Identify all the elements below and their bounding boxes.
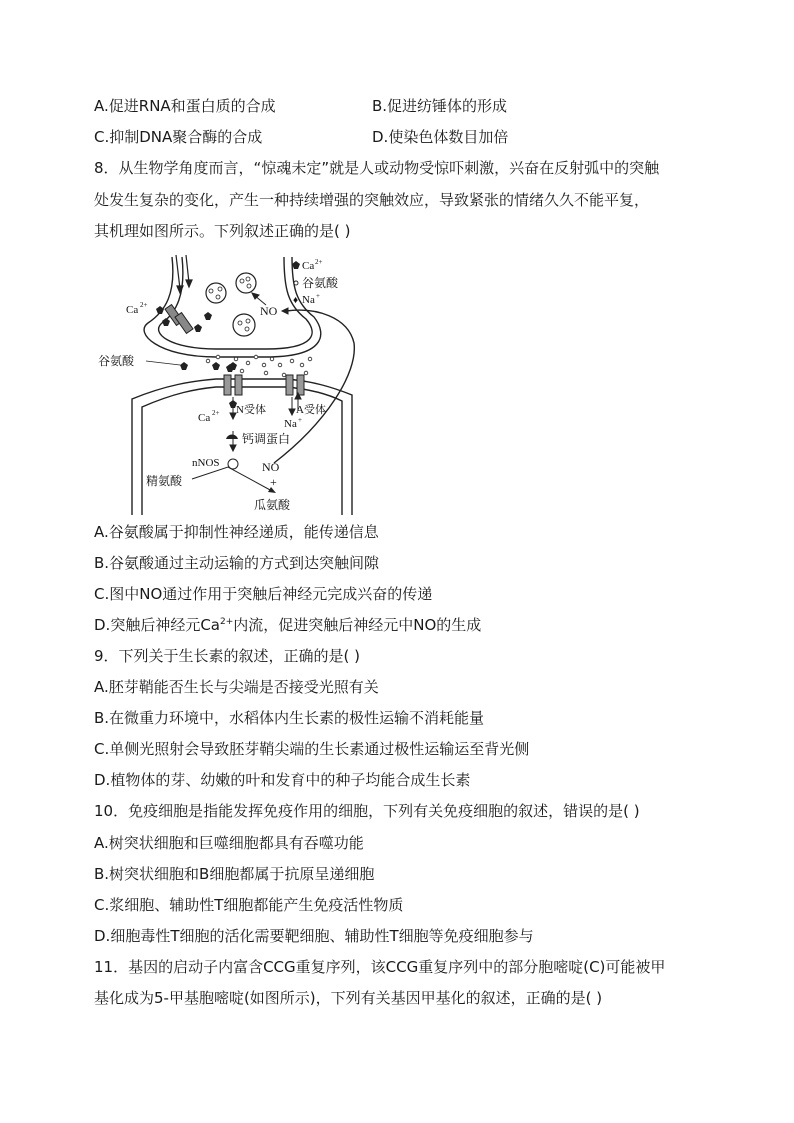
q7-option-b: B.促进纺锤体的形成 [372,97,508,115]
arginine-label: 精氨酸 [146,474,183,488]
q9-option-b: B.在微重力环境中，水稻体内生长素的极性运输不消耗能量 [94,709,485,727]
q8-option-d [94,615,481,635]
ca-ion [212,362,220,370]
q8-option-b: B.谷氨酸通过主动运输的方式到达突触间隙 [94,554,380,572]
q10-option-a: A.树突状细胞和巨噬细胞都具有吞噬功能 [94,834,364,852]
presynaptic-inner-membrane [159,257,313,349]
ca-sup: 2+ [140,301,148,309]
vesicle-1 [206,283,226,303]
presynaptic-ca-channel [165,305,193,334]
incoming-arrow-line-1 [176,255,180,289]
q9-option-a: A.胚芽鞘能否生长与尖端是否接受光照有关 [94,678,379,696]
ca-ion [162,318,170,326]
q7-option-a: A.促进RNA和蛋白质的合成 [94,97,276,115]
q8-stem-line-1: 8．从生物学角度而言，“惊魂未定”就是人或动物受惊吓刺激，兴奋在反射弧中的突触 [94,159,660,177]
na-sup-2: + [298,416,302,424]
plus-sign: + [270,475,277,489]
q11-stem-line-2: 基化成为5-甲基胞嘧啶(如图所示)，下列有关基因甲基化的叙述，正确的是( ) [94,989,603,1007]
q7-option-d: D.使染色体数目加倍 [372,128,509,146]
n-receptor-right [235,375,242,395]
q7-option-c: C.抑制DNA聚合酶的合成 [94,128,263,146]
no-label-top: NO [260,304,278,318]
ca-label-2: Ca [198,412,211,424]
reaction-arrow [192,467,272,491]
legend-ca-icon [292,261,300,269]
n-receptor-label: N受体 [236,404,266,416]
a-receptor-left [286,375,293,395]
q8-stem-line-3: 其机理如图所示。下列叙述正确的是( ) [94,222,351,240]
glutamate-in-cleft [206,355,312,377]
ca-label: Ca [126,304,139,316]
postsynaptic-outer-membrane [132,379,352,515]
q8-option-a: A.谷氨酸属于抑制性神经递质，能传递信息 [94,523,379,541]
q10-stem: 10．免疫细胞是指能发挥免疫作用的细胞，下列有关免疫细胞的叙述，错误的是( ) [94,802,640,820]
vesicle-2 [236,273,256,293]
q8-option-d-sup: 2+ [220,617,234,627]
ca-ion [180,362,188,370]
ca-ion [194,324,202,332]
q8-option-d-pre: D.突触后神经元Ca [94,616,220,634]
legend-glu-icon [294,281,298,285]
q10-option-c: C.浆细胞、辅助性T细胞都能产生免疫活性物质 [94,896,404,914]
q8-option-c: C.图中NO通过作用于突触后神经元完成兴奋的传递 [94,585,433,603]
legend-na-sup: + [316,292,320,300]
nnos-label: nNOS [192,457,220,469]
calmodulin-label: 钙调蛋白 [242,432,291,446]
q9-option-d: D.植物体的芽、幼嫩的叶和发育中的种子均能合成生长素 [94,771,471,789]
q10-option-d: D.细胞毒性T细胞的活化需要靶细胞、辅助性T细胞等免疫细胞参与 [94,927,534,945]
legend-ca-sup: 2+ [315,258,323,266]
q9-option-c: C.单侧光照射会导致胚芽鞘尖端的生长素通过极性运输运至背光侧 [94,740,530,758]
no-label-bottom: NO [262,460,280,474]
ca-ion [156,306,164,314]
vesicle-3 [233,314,255,336]
glutamate-label: 谷氨酸 [98,354,135,368]
legend-na-label: Na [302,294,315,306]
q11-stem-line-1: 11．基因的启动子内富含CCG重复序列，该CCG重复序列中的部分胞嘧啶(C)可能被甲 [94,958,666,976]
legend-glu-label: 谷氨酸 [302,276,339,290]
legend-ca-label: Ca [302,260,315,272]
incoming-arrow-line-2 [186,255,189,283]
incoming-arrow-head-2 [186,280,192,287]
citrulline-label: 瓜氨酸 [254,498,291,512]
q10-option-b: B.树突状细胞和B细胞都属于抗原呈递细胞 [94,865,375,883]
synapse-diagram [96,253,356,515]
ca-ion [204,312,212,320]
ca-sup-2: 2+ [212,409,220,417]
q9-stem: 9．下列关于生长素的叙述，正确的是( ) [94,647,361,665]
calmodulin-shape [226,435,238,440]
incoming-arrow-head-1 [177,286,183,293]
a-receptor-label: A受体 [296,404,326,416]
na-label-2: Na [284,418,297,430]
legend-na-icon: ♦ [293,295,299,306]
q8-stem-line-2: 处发生复杂的变化，产生一种持续增强的突触效应，导致紧张的情绪久久不能平复， [94,191,650,209]
retrograde-arrow-head [282,308,288,314]
q8-option-d-post: 内流，促进突触后神经元中NO的生成 [233,616,482,634]
n-receptor-left [224,375,231,395]
